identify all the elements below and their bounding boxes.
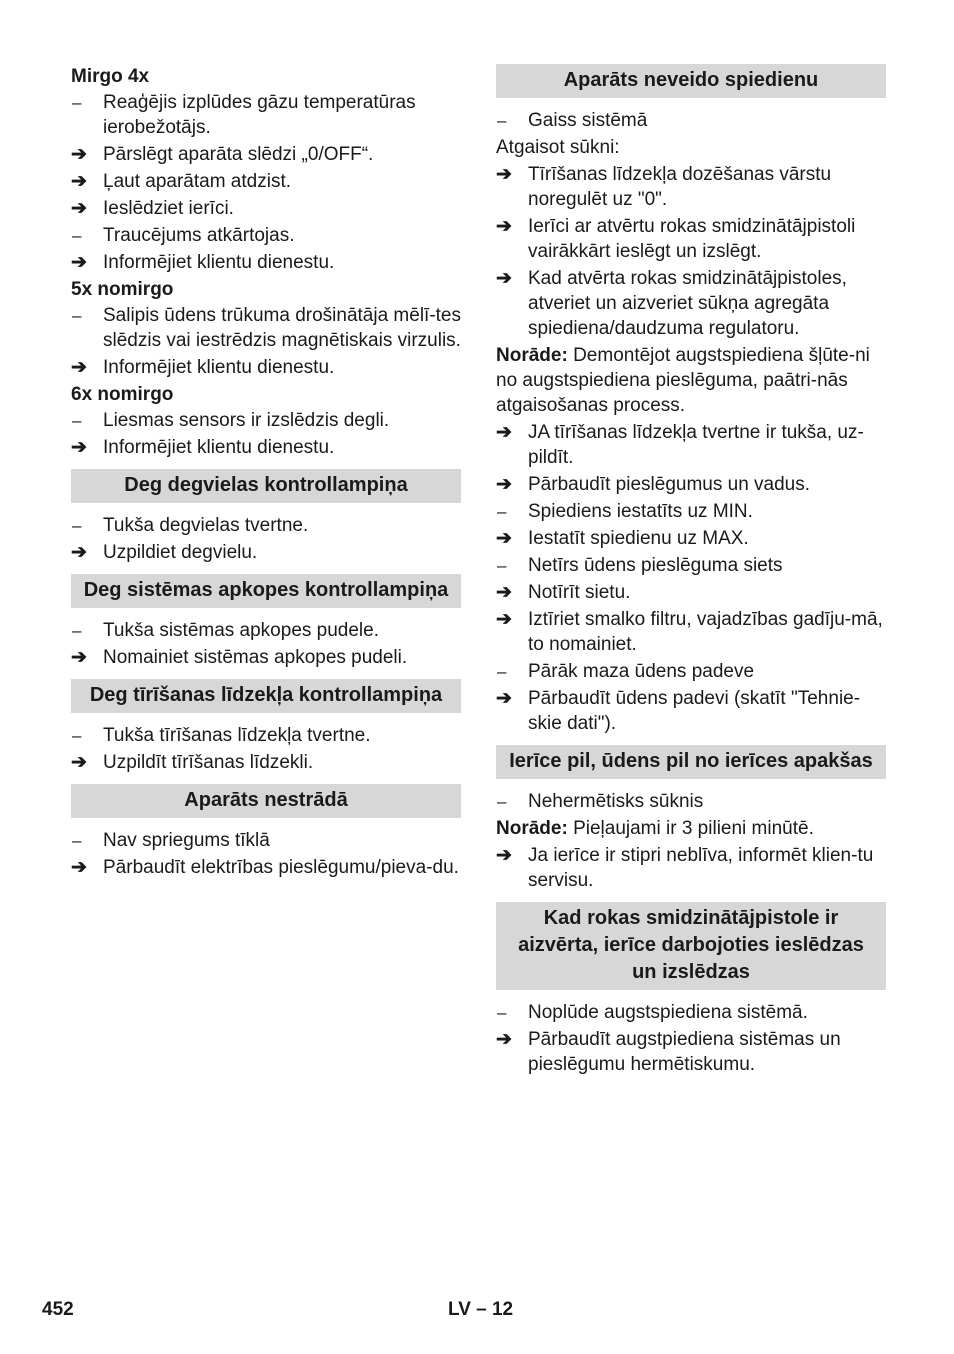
- arrow-right-icon: ➔: [71, 542, 87, 563]
- dash-icon: –: [72, 306, 82, 325]
- section-header-leak-bottom: Ierīce pil, ūdens pil no ierīces apakšas: [496, 745, 886, 779]
- list-item: – Liesmas sensors ir izslēdzis degli.: [72, 410, 390, 431]
- note-paragraph: Norāde: Pieļaujami ir 3 pilieni minūtē.: [496, 818, 814, 839]
- list-item: ➔ Nomainiet sistēmas apkopes pudeli.: [71, 647, 408, 668]
- arrow-right-icon: ➔: [71, 252, 87, 273]
- arrow-right-icon: ➔: [496, 422, 512, 443]
- list-item: – Gaiss sistēmā: [497, 110, 648, 131]
- list-item: ➔ Pārbaudīt elektrības pieslēgumu/pieva-du.: [71, 857, 459, 878]
- arrow-right-icon: ➔: [496, 1029, 512, 1050]
- dash-icon: –: [497, 792, 507, 811]
- dash-icon: –: [72, 621, 82, 640]
- note-label: Norāde:: [496, 345, 568, 366]
- list-item: ➔ Ieslēdziet ierīci.: [71, 198, 234, 219]
- list-item: ➔ Ierīci ar atvērtu rokas smidzinātājpistoli vairākkārt ieslēgt un izslēgt.: [496, 216, 856, 262]
- arrow-right-icon: ➔: [496, 609, 512, 630]
- list-item: – Salipis ūdens trūkuma drošinātāja mēlī-tes slēdzis vai iestrēdzis magnētiskais virzulis.: [72, 305, 462, 351]
- page-label: LV – 12: [448, 1299, 514, 1320]
- arrow-right-icon: ➔: [496, 164, 512, 185]
- arrow-right-icon: ➔: [496, 582, 512, 603]
- section-header-no-pressure: Aparāts neveido spiedienu: [496, 64, 886, 98]
- note-paragraph: Norāde: Demontējot augstspiediena šļūte-ni no augstspiediena pieslēguma, paātri-nās atgaisošanas process.: [496, 345, 870, 416]
- arrow-right-icon: ➔: [496, 688, 512, 709]
- dash-icon: –: [497, 502, 507, 521]
- dash-icon: –: [497, 111, 507, 130]
- arrow-right-icon: ➔: [71, 357, 87, 378]
- list-item: – Traucējums atkārtojas.: [72, 225, 295, 246]
- list-item: – Pārāk maza ūdens padeve: [497, 661, 755, 682]
- list-item: ➔ Iestatīt spiedienu uz MAX.: [496, 528, 749, 549]
- list-item: ➔ Pārslēgt aparāta slēdzi „0/OFF“.: [71, 144, 374, 165]
- arrow-right-icon: ➔: [496, 528, 512, 549]
- list-item: – Tukša tīrīšanas līdzekļa tvertne.: [72, 725, 371, 746]
- section-header-system-care-lamp: Deg sistēmas apkopes kontrollampiņa: [71, 574, 461, 608]
- dash-icon: –: [72, 831, 82, 850]
- list-item: ➔ Pārbaudīt pieslēgumus un vadus.: [496, 474, 811, 495]
- list-item: ➔ JA tīrīšanas līdzekļa tvertne ir tukša, uz-pildīt.: [496, 422, 864, 468]
- list-item: ➔ Informējiet klientu dienestu.: [71, 437, 335, 458]
- list-item: – Noplūde augstspiediena sistēmā.: [497, 1002, 808, 1023]
- dash-icon: –: [497, 1003, 507, 1022]
- section-header-detergent-lamp: Deg tīrīšanas līdzekļa kontrollampiņa: [71, 679, 461, 713]
- list-item: ➔ Informējiet klientu dienestu.: [71, 357, 335, 378]
- arrow-right-icon: ➔: [71, 752, 87, 773]
- list-item: ➔ Ja ierīce ir stipri neblīva, informēt klien-tu servisu.: [496, 845, 874, 891]
- dash-icon: –: [72, 226, 82, 245]
- dash-icon: –: [72, 93, 82, 112]
- arrow-right-icon: ➔: [496, 474, 512, 495]
- subheading-6x-nomirgo: 6x nomirgo: [71, 384, 174, 405]
- list-item: ➔ Pārbaudīt ūdens padevi (skatīt "Tehnie-skie dati").: [496, 688, 861, 734]
- arrow-right-icon: ➔: [71, 437, 87, 458]
- subheading-mirgo-4x: Mirgo 4x: [71, 66, 150, 87]
- dash-icon: –: [72, 411, 82, 430]
- list-item: – Tukša sistēmas apkopes pudele.: [72, 620, 380, 641]
- list-item: ➔ Informējiet klientu dienestu.: [71, 252, 335, 273]
- right-column: [496, 64, 886, 1079]
- arrow-right-icon: ➔: [71, 198, 87, 219]
- list-item: – Tukša degvielas tvertne.: [72, 515, 309, 536]
- list-item: ➔ Uzpildīt tīrīšanas līdzekli.: [71, 752, 314, 773]
- list-item: ➔ Tīrīšanas līdzekļa dozēšanas vārstu noregulēt uz "0".: [496, 164, 832, 210]
- arrow-right-icon: ➔: [496, 845, 512, 866]
- list-item: ➔ Uzpildiet degvielu.: [71, 542, 258, 563]
- arrow-right-icon: ➔: [71, 144, 87, 165]
- section-header-switching-on-off: Kad rokas smidzinātājpistole ir aizvērta, ierīce darbojoties ieslēdzas un izslēdzas: [496, 902, 886, 990]
- list-item: ➔ Iztīriet smalko filtru, vajadzības gadīju-mā, to nomainiet.: [496, 609, 883, 655]
- section-header-fuel-lamp: Deg degvielas kontrollampiņa: [71, 469, 461, 503]
- arrow-right-icon: ➔: [71, 171, 87, 192]
- left-column: [71, 64, 461, 882]
- arrow-right-icon: ➔: [71, 647, 87, 668]
- section-header-not-working: Aparāts nestrādā: [71, 784, 461, 818]
- dash-icon: –: [497, 662, 507, 681]
- list-item: ➔ Ļaut aparātam atdzist.: [71, 171, 291, 192]
- dash-icon: –: [72, 726, 82, 745]
- list-item: ➔ Pārbaudīt augstpiediena sistēmas un pieslēgumu hermētiskumu.: [496, 1029, 841, 1075]
- list-item: – Nav spriegums tīklā: [72, 830, 270, 851]
- arrow-right-icon: ➔: [496, 216, 512, 237]
- arrow-right-icon: ➔: [496, 268, 512, 289]
- subheading-5x-nomirgo: 5x nomirgo: [71, 279, 174, 300]
- dash-icon: –: [72, 516, 82, 535]
- list-item: – Nehermētisks sūknis: [497, 791, 704, 812]
- dash-icon: –: [497, 556, 507, 575]
- note-label: Norāde:: [496, 818, 568, 839]
- list-item: ➔ Notīrīt sietu.: [496, 582, 631, 603]
- list-item: – Spiediens iestatīts uz MIN.: [497, 501, 753, 522]
- list-item: – Reaģējis izplūdes gāzu temperatūras ierobežotājs.: [72, 92, 416, 138]
- list-item: – Netīrs ūdens pieslēguma siets: [497, 555, 783, 576]
- paragraph: Atgaisot sūkni:: [496, 137, 620, 158]
- page-number: 452: [42, 1299, 74, 1320]
- list-item: ➔ Kad atvērta rokas smidzinātājpistoles, atveriet un aizveriet sūkņa agregāta spiediena/daudzuma regulatoru.: [496, 268, 847, 339]
- arrow-right-icon: ➔: [71, 857, 87, 878]
